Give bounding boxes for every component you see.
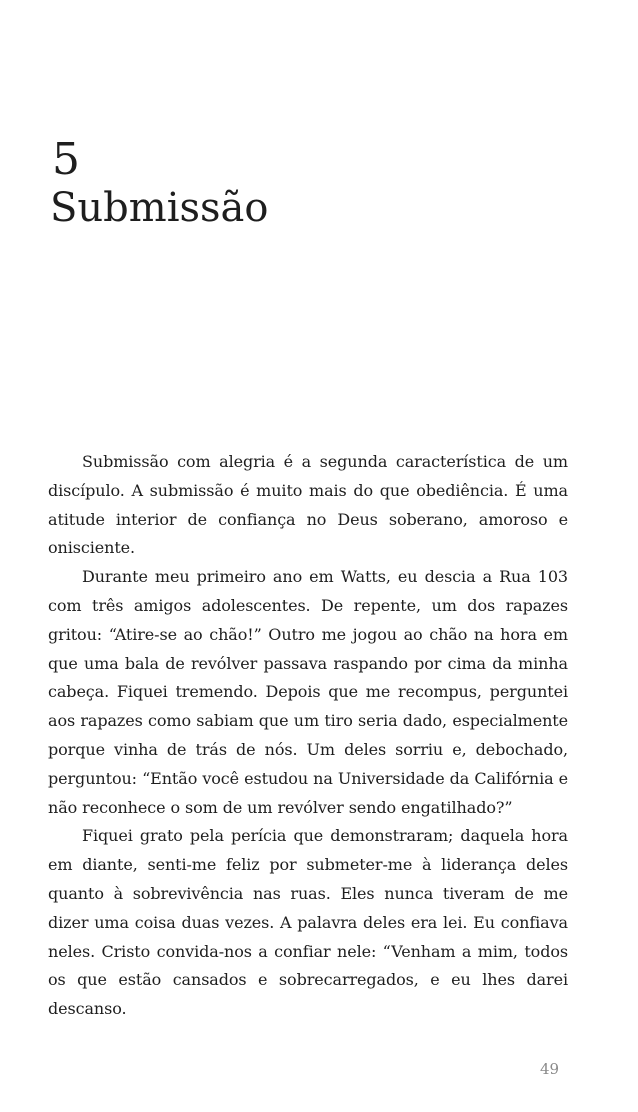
body-text xyxy=(48,448,568,1024)
paragraph: Submissão com alegria é a segunda característica de um discípulo. A submissão é muito mais do que obediência. É uma atitude interior de confiança no Deus soberano, amoroso e onisciente. xyxy=(48,452,568,558)
chapter-number: 5 xyxy=(52,134,80,185)
chapter-title: Submissão xyxy=(50,185,269,231)
page-number: 49 xyxy=(540,1060,560,1078)
paragraph: Fiquei grato pela perícia que demonstraram; daquela hora em diante, senti-me feliz por submeter-me à liderança deles quanto à sobrevivência nas ruas. Eles nunca tiveram de me dizer uma coisa duas vezes. A palavra deles era lei. Eu confiava neles. Cristo convida-nos a confiar nele: “Venham a mim, todos os que estão cansados e sobrecarregados, e eu lhes darei descanso. xyxy=(48,826,568,1019)
paragraph: Durante meu primeiro ano em Watts, eu descia a Rua 103 com três amigos adolescentes. De repente, um dos rapazes gritou: “Atire-se ao chão!” Outro me jogou ao chão na hora em que uma bala de revólver passava raspando por cima da minha cabeça. Fiquei tremendo. Depois que me recompus, perguntei aos rapazes como sabiam que um tiro seria dado, especialmente porque vinha de trás de nós. Um deles sorriu e, debochado, perguntou: “Então você estudou na Universidade da Califórnia e não reconhece o som de um revólver sendo engatilhado?” xyxy=(48,567,568,817)
